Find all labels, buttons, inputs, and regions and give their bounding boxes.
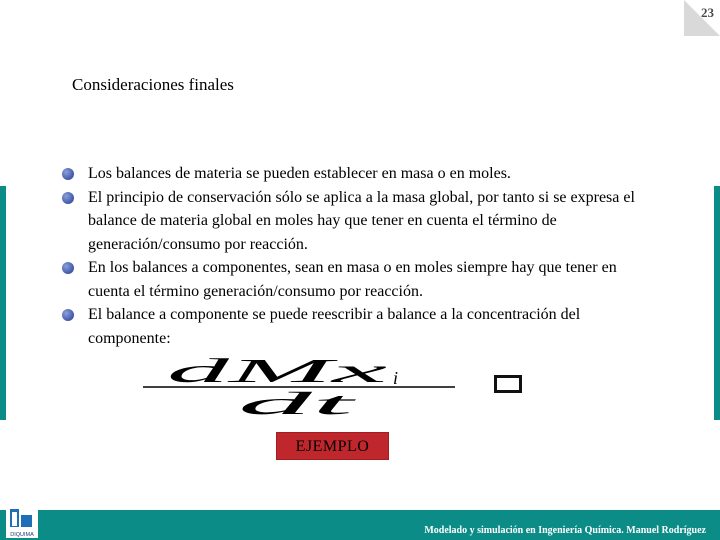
right-accent-bar	[714, 186, 720, 420]
left-accent-bar	[0, 186, 6, 420]
footer-bar	[0, 510, 720, 540]
bullet-item	[62, 162, 652, 186]
bullet-icon	[62, 168, 74, 180]
bullet-text: El balance a componente se puede reescribir a balance a la concentración del componente:	[88, 306, 581, 347]
page-corner	[684, 0, 720, 36]
bullet-text: En los balances a componentes, sean en masa o en moles siempre hay que tener en cuenta el término generación/consumo por reacción.	[88, 259, 617, 300]
university-logo	[6, 506, 38, 538]
bullet-icon	[62, 192, 74, 204]
bullet-item	[62, 256, 652, 303]
bullet-list	[62, 162, 652, 350]
bullet-item	[62, 186, 652, 257]
formula	[143, 358, 463, 418]
logo-label: DIQUIMA	[10, 532, 34, 538]
bullet-text: El principio de conservación sólo se aplica a la masa global, por tanto si se expresa el balance de materia global en moles hay que tener en cuenta el término de generación/consumo por reacción.	[88, 188, 635, 253]
example-button[interactable]: EJEMPLO	[276, 432, 389, 460]
page-number: 23	[701, 5, 714, 20]
bullet-icon	[62, 309, 74, 321]
bullet-icon	[62, 262, 74, 274]
formula-numerator: dMx	[167, 358, 387, 390]
formula-denominator: dt	[238, 385, 359, 418]
formula-subscript: i	[393, 368, 399, 388]
missing-glyph-box	[494, 375, 522, 393]
bullet-text: Los balances de materia se pueden establecer en masa o en moles.	[88, 165, 511, 182]
footer-text: Modelado y simulación en Ingeniería Química. Manuel Rodríguez	[424, 525, 706, 536]
slide-title: Consideraciones finales	[72, 75, 234, 94]
bullet-item	[62, 303, 652, 350]
